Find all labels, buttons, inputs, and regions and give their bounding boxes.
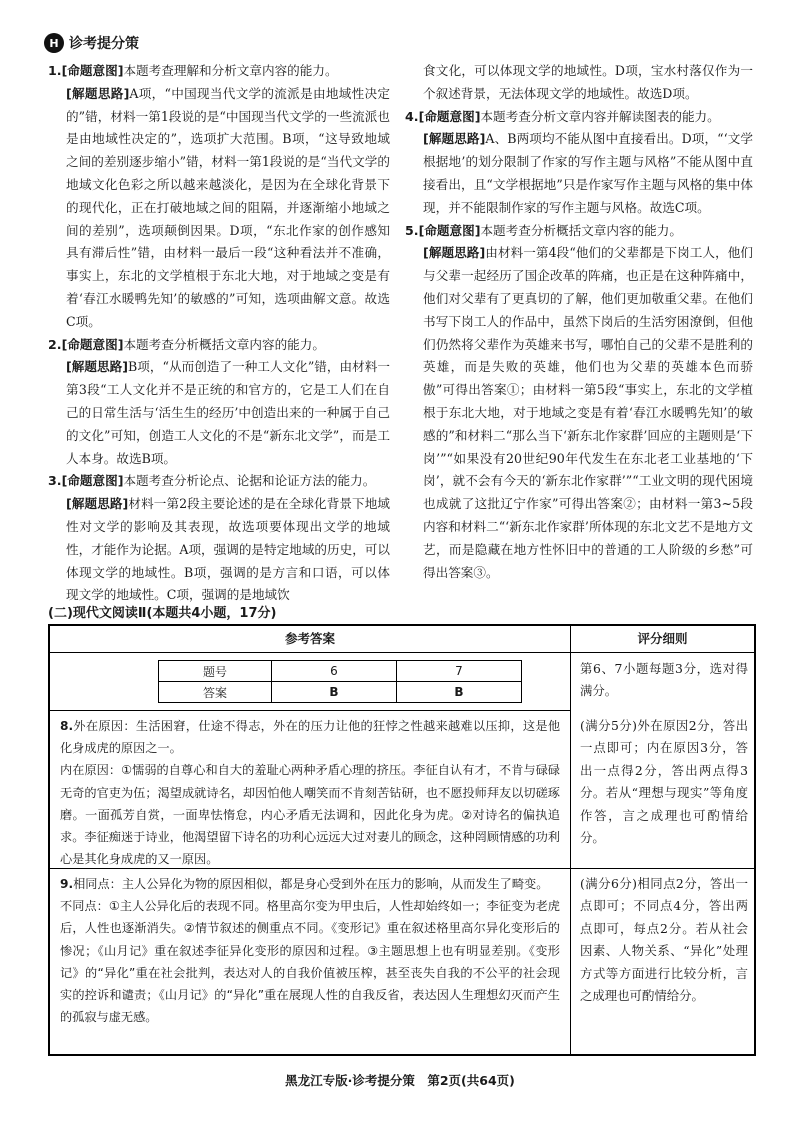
q3-analysis: [解题思路]材料一第2段主要论述的是在全球化背景下地域性对文学的影响及其表现，故选项要体现出文学的地域性，才能作为论据。A项，强调的是特定地域的历史，可以体现文学的地域性。B项，强调的是方言和口语，可以体现文学的地域性。C项，强调的是地域饮 <box>66 496 391 603</box>
right-column <box>405 60 753 584</box>
page-footer: 黑龙江专版·诊考提分策 第2页(共64页) <box>285 1073 515 1088</box>
answer-value: B <box>272 682 397 703</box>
q2-analysis: [解题思路]B项，“从而创造了一种工人文化”错，由材料一第3段“工人文化并不是正统的和官方的，它是工人们在自己的日常生活与‘活生生的经历’中创造出来的一种属于自己的文化”可知，创造工人文化的不是“新东北文学”，而是工人本身。故选B项。 <box>66 359 390 466</box>
q8-answer <box>60 715 560 870</box>
q1-intent: 1.[命题意图]本题考查理解和分析文章内容的能力。 <box>48 63 338 78</box>
scoring-header: 评分细则 <box>637 631 688 646</box>
q4-analysis: [解题思路]A、B两项均不能从图中直接看出。D项，“‘文学根据地’的划分限制了作家的写作主题与风格”不能从图中直接看出，且“文学根据地”只是作家写作主题与风格的集中体现，并不能限制作家的写作主题与风格。故选C项。 <box>423 131 753 215</box>
q9-same: 9.相同点：主人公异化为物的原因相似，都是身心受到外在压力的影响，从而发生了畸变。 <box>60 877 549 891</box>
answer-value: B <box>397 682 522 703</box>
q8-outer: 8.外在原因：生活困窘，仕途不得志，外在的压力让他的狂悖之性越来越难以压抑，这是他化身成虎的原因之一。 <box>60 719 561 756</box>
table-row <box>159 682 522 703</box>
q5-intent: 5.[命题意图]本题考查分析概括文章内容的能力。 <box>405 222 682 238</box>
left-column <box>48 60 390 607</box>
q8-inner: 内在原因：①懦弱的自尊心和自大的羞耻心两种矛盾心理的挤压。李征自认有才，不肯与碌碌无奇的官吏为伍；渴望成就诗名，却因怕他人嘲笑而不肯刻苦钻研，也不愿投师拜友以切磋琢磨。一面孤芳自赏，一面卑怯惰怠，内心矛盾无法调和，因此化身为虎。②对诗名的偏执追求。李征痴迷于诗业，他渴望留下诗名的功利心远远大过对妻儿的顾念，这种罔顾情感的功利心是其化身成虎的又一原因。 <box>60 763 560 867</box>
table-divider <box>570 626 571 1054</box>
brand-name: 诊考提分策 <box>69 36 139 52</box>
table-divider <box>50 652 754 653</box>
q9-diff: 不同点：①主人公异化后的表现不同。格里高尔变为甲虫后，人性却始终如一；李征变为老虎后，人性也逐渐消失。②情节叙述的侧重点不同。《变形记》重在叙述格里高尔异化变形后的惨况；《山月记》重在叙述李征异化变形的原因和过程。③主题思想上也有明显差别。《变形记》的“异化”重在社会批判，表达对人的自我价值被压榨，甚至丧失自我的不公平的社会现实的控诉和谴责；《山月记》的“异化”重在展现人性的自我反省，表达因人生理想幻灭而产生的孤寂与虚无感。 <box>60 899 560 1025</box>
q9-answer <box>60 873 560 1028</box>
brand-logo-icon: H <box>44 33 64 53</box>
q5-analysis: [解题思路]由材料一第4段“他们的父辈都是下岗工人，他们与父辈一起经历了国企改革的阵痛，也正是在这种阵痛中，他们对父辈有了更真切的了解，他们更加敬重父辈。在他们书写下岗工人的作品中，虽然下岗后的生活穷困潦倒，但他们仍然将父辈作为英雄来书写，哪怕自己的父辈不是胜利的英雄，而是失败的英雄，他们也为父辈的英雄本色而骄傲”可得出答案①；由材料一第5段“事实上，东北的文学植根于东北大地，对于地域之变是有着‘春江水暖鸭先知’的敏感的”和材料二“那么当下‘新东北作家群’回应的主题则是‘下岗’”“如果没有20世纪90年代发生在东北老工业基地的‘下岗’，就不会有今天的‘新东北作家群’”“工业文明的现代困境也成就了这批辽宁作家”可得出答案②；由材料一第3~5段内容和材料二“‘新东北作家群’所体现的东北文艺不是地方文艺，而是隐藏在地方性怀旧中的普通的工人阶级的乡愁”可得出答案③。 <box>423 245 753 580</box>
q2-intent: 2.[命题意图]本题考查分析概括文章内容的能力。 <box>48 336 325 352</box>
q1-analysis: [解题思路]A项，“中国现当代文学的流派是由地域性决定的”错，材料一第1段说的是“中国现当代文学的一些流派也是由地域性决定的”，选项扩大范围。B项，“这导致地域之间的差别逐步缩小”错，材料一第1段说的是“当代文学的地域文化色彩之所以越来越淡化，是因为在全球化背景下的现代化，正在打破地域之间的阻隔，并逐渐缩小地域之间的差别”，选项颠倒因果。D项，“东北作家的创作感知具有滞后性”错，由材料一最后一段“这种看法并不准确，事实上，东北的文学植根于东北大地，对于地域之变是有着‘春江水暖鸭先知’的敏感的”可知，选项曲解文意。故选C项。 <box>66 85 390 329</box>
q4-intent: 4.[命题意图]本题考查分析文章内容并解读图表的能力。 <box>405 108 720 124</box>
question-number: 7 <box>397 661 522 682</box>
q3-analysis-continued: 食文化，可以体现文学的地域性。D项，宝水村落仅作为一个叙述背景，无法体现文学的地域性。故选D项。 <box>423 63 753 101</box>
answer-table <box>48 624 756 1056</box>
section-title: (二)现代文阅读Ⅱ(本题共4小题，17分) <box>48 606 277 621</box>
row-label: 题号 <box>159 661 272 682</box>
table-row <box>159 661 522 682</box>
q3-intent: 3.[命题意图]本题考查分析论点、论据和论证方法的能力。 <box>48 473 376 489</box>
answer-header: 参考答案 <box>284 631 335 646</box>
question-number: 6 <box>272 661 397 682</box>
q8-scoring: (满分5分)外在原因2分，答出一点即可；内在原因3分，答出一点得2分，答出两点得3分。若从“理想与现实”等角度作答，言之成理也可酌情给分。 <box>580 718 748 846</box>
q9-scoring: (满分6分)相同点2分，答出一点即可；不同点4分，答出两点即可，每点2分。若从社会因素、人物关系、“异化”处理方式等方面进行比较分析，言之成理也可酌情给分。 <box>580 876 748 1004</box>
table-divider <box>50 710 570 711</box>
page-header <box>44 32 139 54</box>
mc-answer-grid <box>158 660 522 703</box>
row-label: 答案 <box>159 682 272 703</box>
scoring-6-7: 第6、7小题每题3分，选对得满分。 <box>580 661 748 699</box>
